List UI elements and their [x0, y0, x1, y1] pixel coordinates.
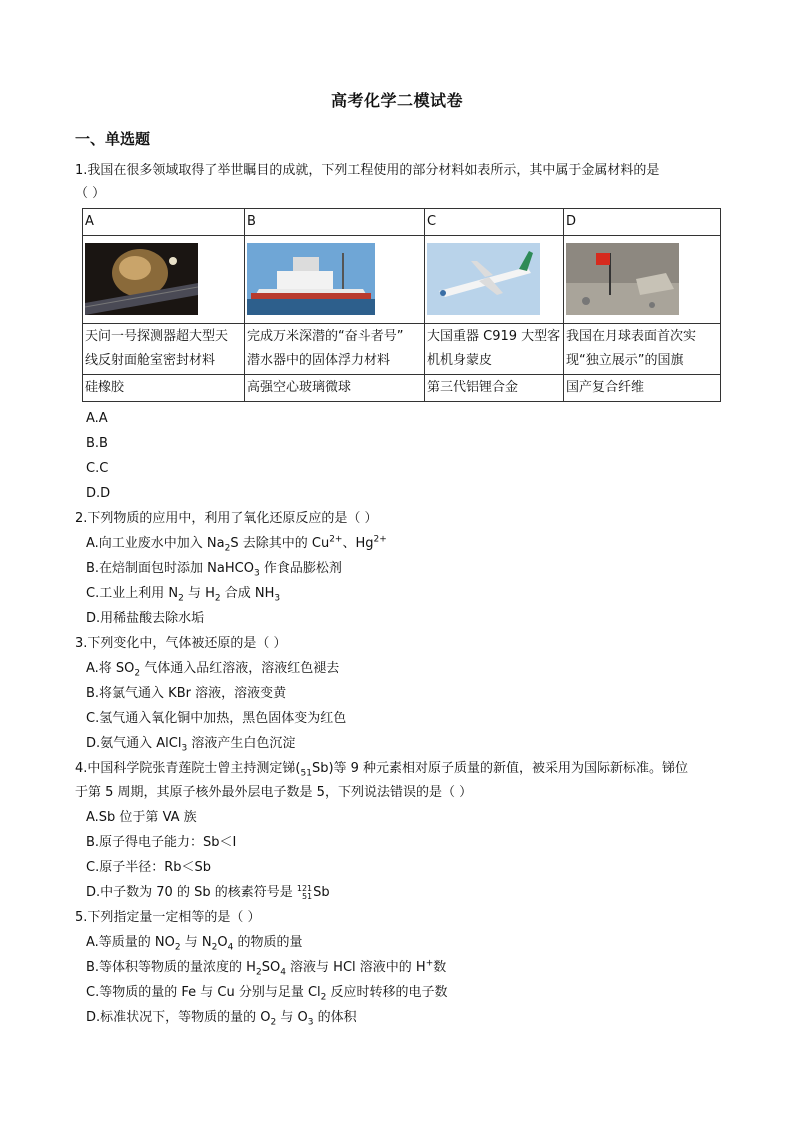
q2-option-c[interactable]: C.工业上利用 $N_2$ 与 $H_2$ 合成 $NH_3$ — [86, 586, 281, 604]
lunar-flag-image — [566, 243, 679, 315]
q1-option-a[interactable]: A.A — [86, 411, 108, 426]
q4-option-d[interactable]: D.中子数为 70 的 Sb 的核素符号是 121 51Sb — [86, 883, 330, 901]
material-cell-d: 国产复合纤维 — [564, 375, 721, 402]
q3-option-d[interactable]: D.氨气通入 AlCl$_3$ 溶液产生白色沉淀 — [86, 736, 296, 754]
desc-d-line1: 我国在月球表面首次实 — [566, 329, 697, 344]
q3-option-b[interactable]: B.将氯气通入 KBr 溶液，溶液变黄 — [86, 686, 287, 701]
c919-aircraft-image — [427, 243, 540, 315]
materials-table — [82, 208, 721, 402]
q4-option-c[interactable]: C.原子半径：Rb＜Sb — [86, 860, 211, 875]
desc-a-line2: 线反射面舱室密封材料 — [85, 353, 216, 368]
q5-option-c[interactable]: C.等物质的量的 Fe 与 Cu 分别与足量 $Cl_2$ 反应时转移的电子数 — [86, 985, 448, 1003]
image-cell-d — [564, 236, 721, 324]
material-cell-b: 高强空心玻璃微球 — [245, 375, 425, 402]
page-title: 高考化学二模试卷 — [330, 91, 463, 110]
q5-option-d[interactable]: D.标准状况下，等物质的量的 $O_2$ 与 $O_3$ 的体积 — [86, 1010, 357, 1028]
q2-option-a[interactable]: A.向工业废水中加入 $Na_2S$ 去除其中的 $Cu^{2+}$、$Hg^{2+}$ — [86, 534, 387, 554]
q3-option-c[interactable]: C.氢气通入氧化铜中加热，黑色固体变为红色 — [86, 711, 347, 726]
research-ship-image — [247, 243, 375, 315]
q2-stem: 2.下列物质的应用中，利用了氧化还原反应的是（ ） — [75, 511, 378, 526]
q1-option-b[interactable]: B.B — [86, 436, 108, 451]
table-header-d: D — [564, 209, 721, 236]
tianwen-probe-image — [85, 243, 198, 315]
desc-c-line2: 机机身蒙皮 — [427, 353, 493, 368]
nuclide-notation: 121 51 — [296, 883, 313, 901]
desc-b-line1: 完成万米深潜的“奋斗者号” — [247, 329, 404, 344]
material-cell-c: 第三代铝锂合金 — [425, 375, 564, 402]
section-heading: 一、单选题 — [75, 130, 151, 148]
desc-a-line1: 天问一号探测器超大型天 — [85, 329, 229, 344]
q1-stem-blank: （ ） — [75, 186, 106, 201]
image-cell-c — [425, 236, 564, 324]
q5-stem: 5.下列指定量一定相等的是（ ） — [75, 910, 261, 925]
table-header-a: A — [83, 209, 245, 236]
q1-option-c[interactable]: C.C — [86, 461, 109, 476]
q4-option-a[interactable]: A.Sb 位于第 VA 族 — [86, 810, 197, 825]
q4-option-b[interactable]: B.原子得电子能力：Sb＜I — [86, 835, 237, 850]
desc-cell-d — [564, 324, 721, 375]
table-header-b: B — [245, 209, 425, 236]
image-cell-b — [245, 236, 425, 324]
q1-stem: 1.我国在很多领域取得了举世瞩目的成就，下列工程使用的部分材料如表所示，其中属于金属材料的是 — [75, 163, 660, 178]
desc-cell-b — [245, 324, 425, 375]
q2-option-d[interactable]: D.用稀盐酸去除水垢 — [86, 611, 205, 626]
material-cell-a: 硅橡胶 — [83, 375, 245, 402]
desc-d-line2: 现“独立展示”的国旗 — [566, 353, 684, 368]
q3-option-a[interactable]: A.将 $SO_2$ 气体通入品红溶液，溶液红色褪去 — [86, 661, 340, 679]
desc-c-line1: 大国重器 C919 大型客 — [427, 329, 561, 344]
q2-option-b[interactable]: B.在焙制面包时添加 NaHCO$_3$ 作食品膨松剂 — [86, 561, 342, 579]
desc-b-line2: 潜水器中的固体浮力材料 — [247, 353, 391, 368]
q3-stem: 3.下列变化中，气体被还原的是（ ） — [75, 636, 287, 651]
q1-option-d[interactable]: D.D — [86, 486, 111, 501]
desc-cell-a — [83, 324, 245, 375]
image-cell-a — [83, 236, 245, 324]
q5-option-a[interactable]: A.等质量的 $NO_2$ 与 $N_2O_4$ 的物质的量 — [86, 935, 303, 953]
table-header-c: C — [425, 209, 564, 236]
q4-stem-line2: 于第 5 周期，其原子核外最外层电子数是 5，下列说法错误的是（ ） — [75, 785, 473, 800]
desc-cell-c — [425, 324, 564, 375]
q5-option-b[interactable]: B.等体积等物质的量浓度的 $H_2SO_4$ 溶液与 HCl 溶液中的 H+数 — [86, 958, 447, 978]
q4-stem-line1: 4.中国科学院张青莲院士曾主持测定锑$(_{51}Sb)$等 9 种元素相对原子质量的新值，被采用为国际新标准。锑位 — [75, 761, 689, 779]
